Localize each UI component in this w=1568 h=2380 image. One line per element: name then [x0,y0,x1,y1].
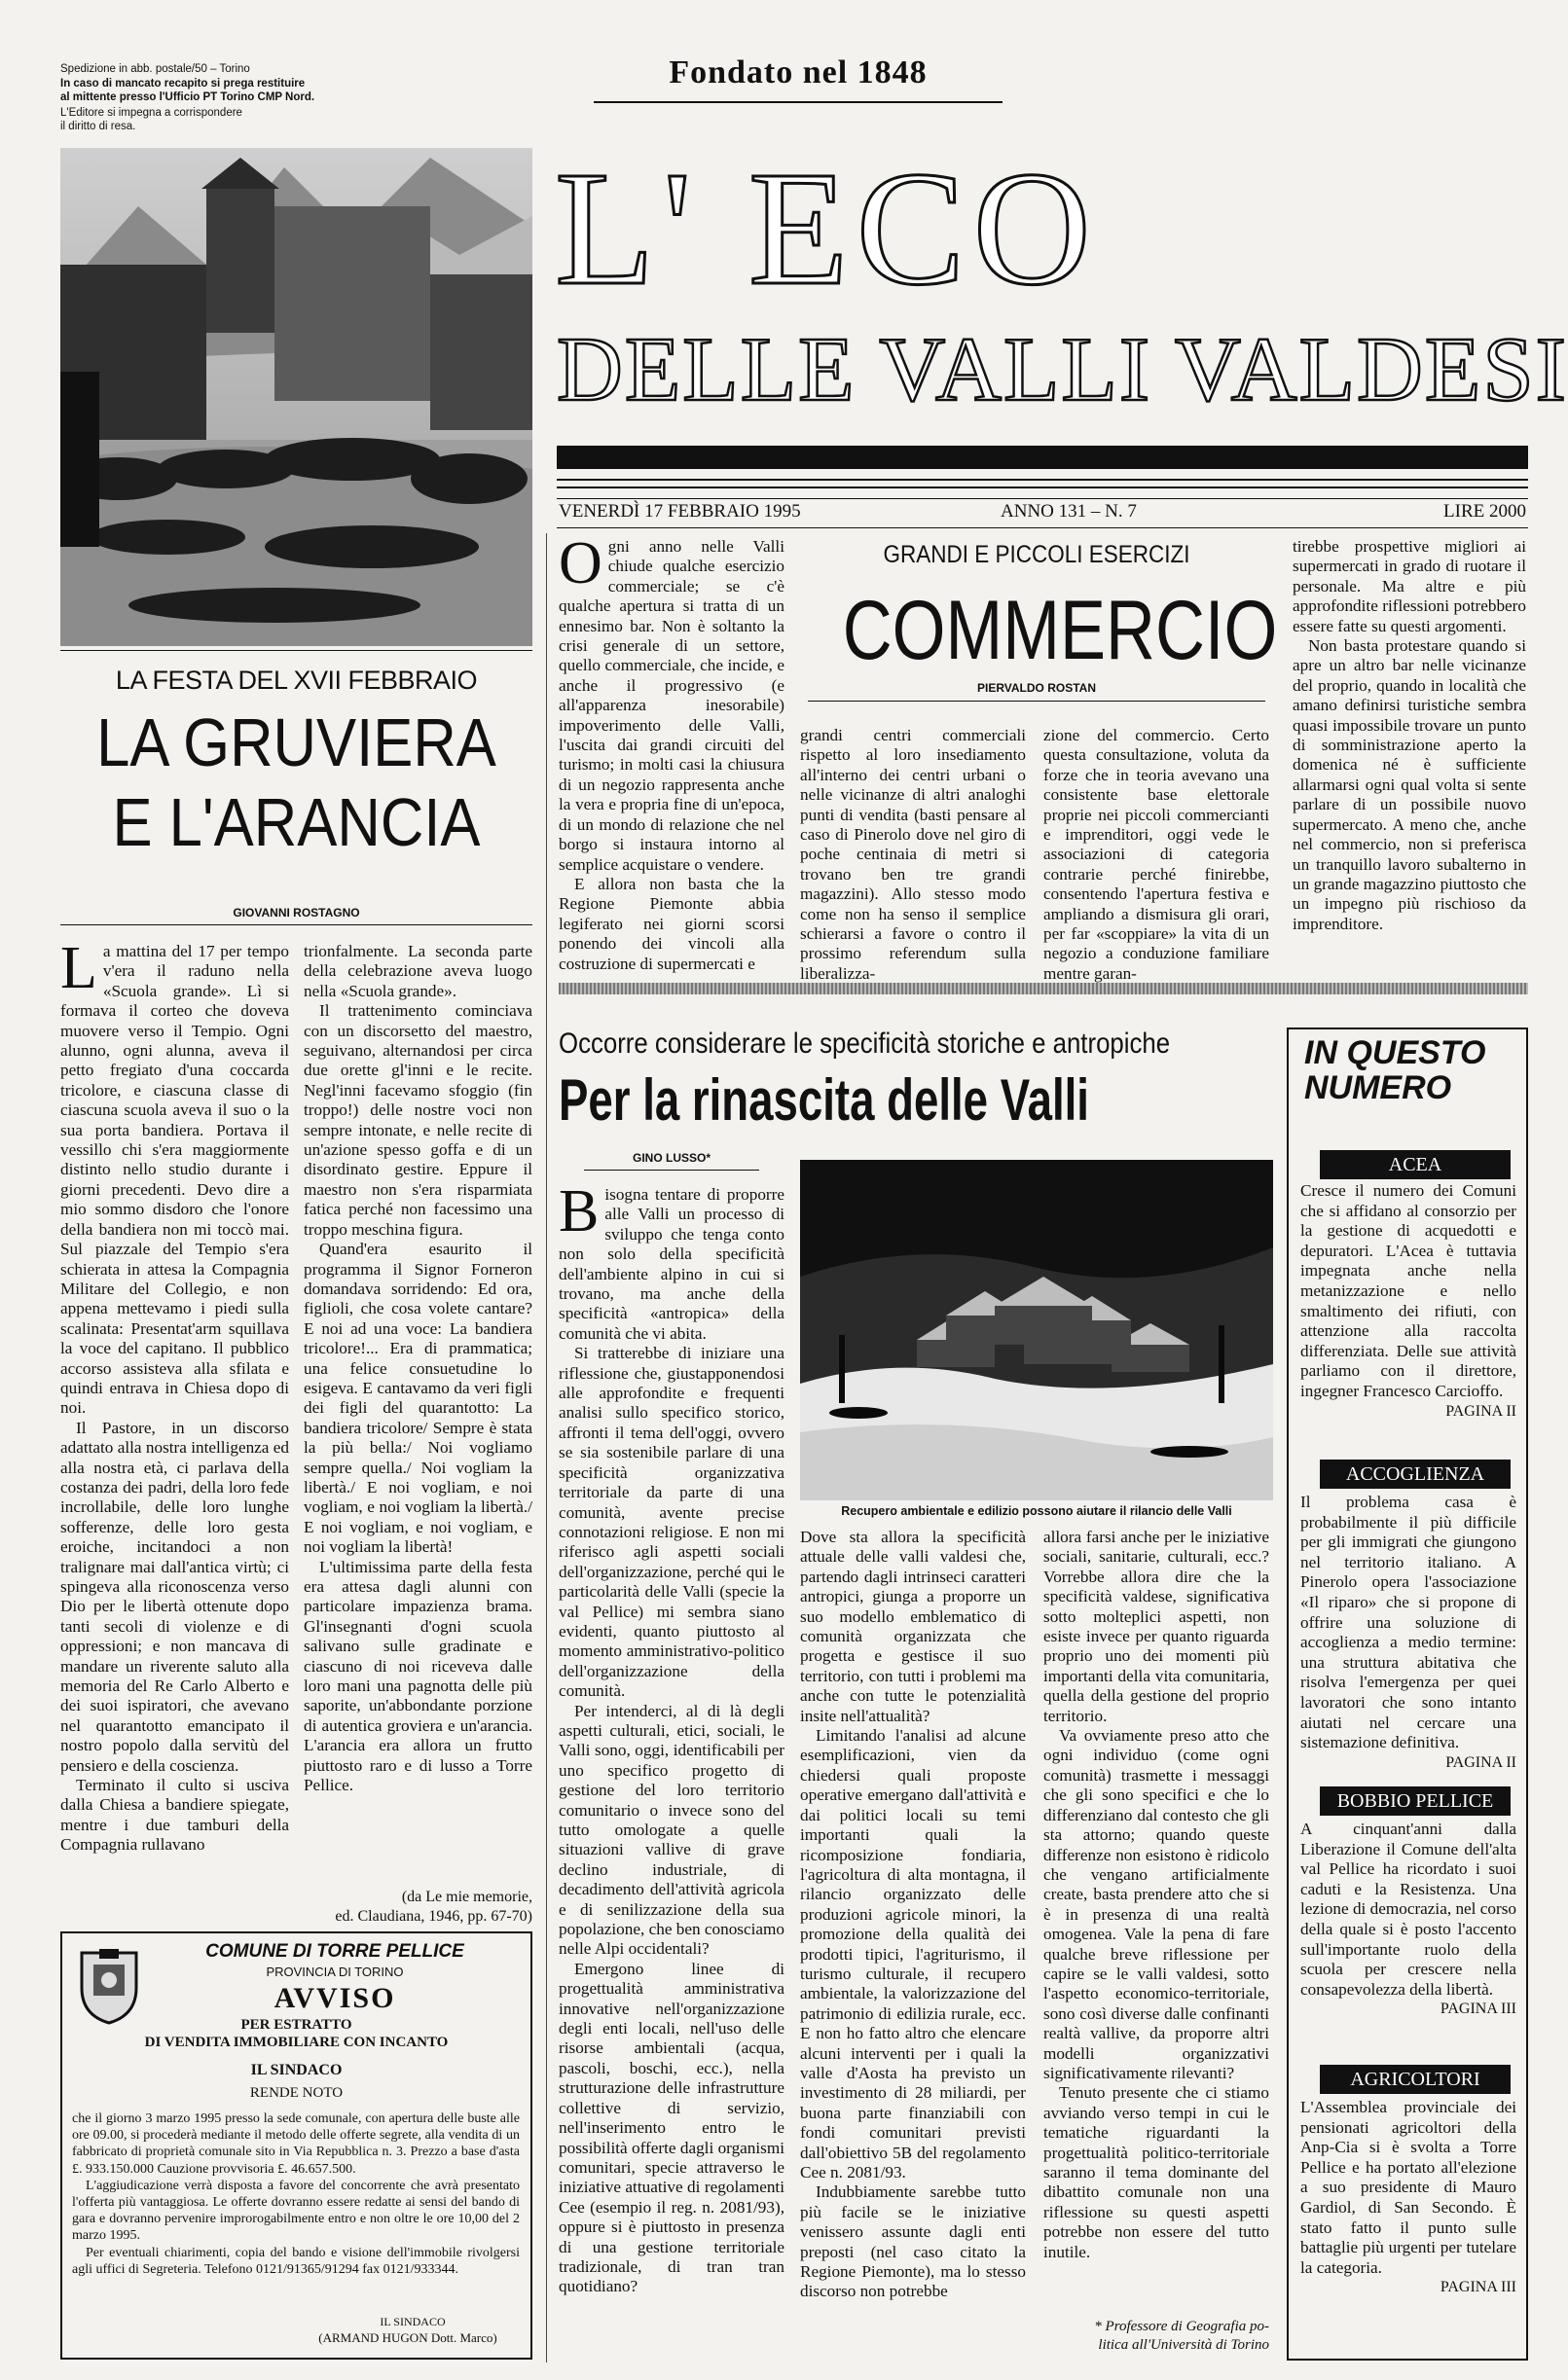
rinascita-paragraph: Tenuto presente che ci stiamo avviando verso tempi in cui le tematiche riguardanti la progettualità politico-territoriale saranno il tema dominante del dibattito comunale non una riflessione su questi aspetti potrebbe non essere del tutto inutile. [1043,2083,1269,2261]
commercio-title: COMMERCIO [842,584,1278,677]
avviso-provincia: PROVINCIA DI TORINO [266,1965,404,1979]
rinascita-paragraph: Indubbiamente sarebbe tutto più facile se le iniziative venissero assunte dagli enti preposti (nel caso citato la Regione Piemonte), ma lo stesso discorso non potrebbe [800,2182,1026,2301]
festa-source [304,1888,532,1927]
village-crowd-image [60,148,532,646]
festa-rule [60,924,532,925]
sidebar-header-agricoltori[interactable]: AGRICOLTORI [1320,2065,1511,2094]
rinascita-footnote [1043,2318,1269,2355]
sidebar-title [1304,1035,1518,1105]
dateline-issue: ANNO 131 – N. 7 [1001,501,1137,522]
postal-line: Spedizione in abb. postale/50 – Torino [60,63,250,75]
rinascita-paragraph: isogna tentare di proporre alle Valli un processo di sviluppo che tenga conto non solo della specificità dell'ambiente alpino in cui si trovano, ma anche della specificità «antropica» della comunità che vi abita. [559,1185,784,1343]
avviso-sub2: DI VENDITA IMMOBILIARE CON INCANTO [144,2035,449,2050]
commercio-paragraph: grandi centri commerciali rispetto al loro insediamento all'interno dei centri urbani o nelle vicinanze di altri analoghi punti di vendita (basti pensare al caso di Pinerolo dove nel giro di poche centinaia di metri si trovano ben tre grandi magazzini). Allo stesso modo come non ha senso il semplice schierarsi a favore o contro il prossimo referendum sulla liberalizza- [800,726,1026,983]
footnote-line: * Professore di Geografia po- [1094,2319,1269,2334]
rinascita-paragraph: Si tratterebbe di iniziare una riflessione che, giustapponendosi alle approfondite e frequenti analisi sullo specifico storico, affronti il tema dell'oggi, ovvero se sia sostenibile parlare di una specificità organizzativa territoriale da parte di una comunità, avente precise connotazioni religiose. E non mi riferisco agli aspetti sociali dell'organizzazione, perché qui le particolarità delle Valli (specie la val Pellice) mi sembra siano evidenti, quanto piuttosto al momento amministrativo-politico dell'organizzazione della comunità. [559,1344,784,1701]
festa-paragraph: Terminato il culto si usciva dalla Chiesa a bandiere spiegate, mentre i due tamburi della Compagnia rullavano [60,1776,289,1855]
avviso-sindaco: IL SINDACO [250,2062,343,2078]
sidebar-header-bobbio[interactable]: BOBBIO PELLICE [1320,1786,1511,1816]
festa-title-2: E L'ARANCIA [112,784,481,860]
dateline-rule [557,498,1528,499]
festa-paragraph: a mattina del 17 per tempo v'era il raduno nella «Scuola grande». Lì si formava il corteo che doveva muovere verso il Tempio. Ogni alunno, ogni alunna, aveva il petto fregiato d'una coccarda tricolore, e ciascuna classe di ciascuna scuola aveva il suo o la sua porta bandiera. Portava il vessillo chi s'era maggiormente distinto nello studio durante i giorni precedenti. Devo dire a mio sommo disdoro che l'onore della bandiera non mi toccò mai. Sul piazzale del Tempio s'era schierata in attesa la Compagnia Militare del Collegio, e non appena mettevamo i piedi sulla scalinata: Presentat'arm squillava la voce del capitano. Il pubblico accorso assisteva alla sfilata e quindi entrava in Chiesa dopo di noi. [60,942,289,1418]
rinascita-kicker: Occorre considerare le specificità storiche e antropiche [559,1028,1171,1060]
postal-line: L'Editore si impegna a corrispondere [60,106,242,119]
rinascita-paragraph: Dove sta allora la specificità attuale delle valli valdesi che, partendo dagli intrinseci caratteri antropici, giunga a proporre un suo modello emblematico di comunità organizzata che progetta e gestisce il suo territorio, con tutti i problemi ma anche con tutte le potenzialità insite nell'attualità? [800,1528,1026,1725]
commercio-paragraph: tirebbe prospettive migliori ai supermercati in grado di ruotare il personale. Ma altre e più approfondite riflessioni potrebbero essere fatte su questi argomenti. [1293,537,1526,635]
masthead-bar [557,446,1528,469]
page-ref[interactable]: PAGINA III [1440,2001,1516,2018]
page-ref[interactable]: PAGINA III [1440,2279,1516,2296]
avviso-comune: COMUNE DI TORRE PELLICE [205,1941,464,1962]
rinascita-rule [584,1170,759,1171]
sidebar-header-acea[interactable]: ACEA [1320,1150,1511,1179]
coat-of-arms-icon [76,1943,142,2025]
column-rule [546,533,547,2362]
avviso-p2: L'aggiudicazione verrà disposta a favore del concorrente che avrà presentato l'offerta più vantaggiosa. Le offerte dovranno essere redatte ai sensi del bando di gara e dovranno pervenire improrogabilmente entro e non oltre le ore 10,00 del 2 marzo 1995. [72,2178,520,2244]
rinascita-author: GINO LUSSO* [632,1151,711,1165]
rinascita-paragraph: allora farsi anche per le iniziative sociali, sanitarie, culturali, ecc.? Vorrebbe allora dire che la specificità valdese, significativa sotto molteplici aspetti, non esiste invece per quanto riguarda proprio uno dei momenti più importanti della vita comunitaria, quella della gestione del proprio territorio. [1043,1528,1269,1725]
drop-cap: L [60,935,97,1001]
festa-col-1 [60,935,289,1913]
sidebar-text: Il problema casa è probabilmente il più difficile per gli immigrati che giungono nel territorio italiano. A Pinerolo opera l'associazione «Il riparo» che si propone di offrire una soluzione di accoglienza a medio termine: una struttura abitativa che risolva l'emergenza per quei lavoratori che sono intanto aiutati nel cercare una sistemazione definitiva. [1300,1493,1516,1752]
commercio-col-2 [800,726,1026,983]
drop-cap: B [559,1178,600,1244]
festa-kicker: LA FESTA DEL XVII FEBBRAIO [115,666,478,695]
section-band [559,983,1528,994]
festa-paragraph: L'ultimissima parte della festa era attesa dagli alunni con particolare impazienza brama. Gl'insegnanti d'ogni scuola salivano sulle gradinate e ciascuno di noi riceveva dalle loro mani una pagnotta delle più saporite, un'abbondante porzione di autentica groviera e un'arancia. L'arancia era allora un frutto piuttosto raro e di lusso a Torre Pellice. [304,1557,532,1795]
drop-cap: O [559,530,602,596]
festa-title-1: LA GRUVIERA [96,704,496,780]
sidebar-text-bobbio [1300,1820,1516,2020]
founded-rule [594,101,1003,103]
avviso-rende: RENDE NOTO [249,2085,344,2101]
sidebar-text: A cinquant'anni dalla Liberazione il Comune dell'alta val Pellice ha ricordato i suoi caduti e la Resistenza. Una lezione di democrazia, nel corso della quale si è posto l'accento sull'importante ruolo della scuola per crescere nella consapevolezza della libertà. [1300,1820,1516,1999]
village-photo [800,1160,1273,1500]
postal-line: al mittente presso l'Ufficio PT Torino CMP Nord. [60,91,315,103]
page-ref[interactable]: PAGINA II [1445,1753,1516,1771]
masthead-title: L' ECO [555,138,1099,319]
sidebar-title-2: NUMERO [1304,1069,1452,1106]
avviso-sub1: PER ESTRATTO [240,2017,352,2033]
rinascita-col-3 [1043,1528,1269,2306]
commercio-kicker: GRANDI E PICCOLI ESERCIZI [883,541,1190,568]
postal-notice [60,62,469,134]
avviso-p1: che il giorno 3 marzo 1995 presso la sede comunale, con apertura delle buste alle ore 09.00, si procederà mediante il metodo delle offerte segrete, alla vendita di un fabbricato di proprietà comunale sito in Via Repubblica n. 3. Prezzo a base d'asta £. 933.150.000 Cauzione provvisoria £. 46.657.500. [72,2111,520,2177]
founded-line: Fondato nel 1848 [669,54,928,90]
commercio-col-4 [1293,537,1526,965]
commercio-author: PIERVALDO ROSTAN [976,681,1096,695]
avviso-sign-2: (ARMAND HUGON Dott. Marco) [318,2330,497,2345]
avviso-title: AVVISO [273,1982,396,2014]
sidebar-text-accoglienza [1300,1493,1516,1773]
rinascita-paragraph: Per intenderci, al di là degli aspetti culturali, etici, sociali, le Valli sono, oggi, identificabili per uno specifico progetto di gestione del loro territorio comunitario o invece sono del tutto omologate a quelle situazioni vallive di grave declino industriale, di decadimento dell'attività agricola e di senilizzazione della sua popolazione, che ben conosciamo nelle Alpi occidentali? [559,1701,784,1959]
commercio-paragraph: Non basta protestare quando si apre un altro bar nelle vicinanze del proprio, quando in località che amano definirsi turistiche sembra quasi impossibile trovare un punto di somministrazione aperto la domenica né è sufficiente allarmarsi ogni qual volta si sente parlare di un possibile nuovo supermercato. A meno che, anche nel commercio, non si preferisca un tranquillo lavoro subalterno in un grande magazzino piuttosto che un impegno più rischioso da imprenditore. [1293,636,1526,933]
masthead-rule [557,479,1528,481]
rinascita-paragraph: Emergono linee di progettualità amministrativa innovative nell'organizzazione degli enti locali, nell'uso delle risorse ambientali (acqua, pascoli, boschi, ecc.), nella strutturazione delle infrastrutture collettive di servizio, nell'inserimento entro le possibilità offerte dagli organismi comunitari, specie attraverso le iniziative attuative di regolamenti Cee (esempio il reg. n. 2081/93), oppure si è piuttosto in presenza di una gestione territoriale tradizionale, di tran tran quotidiano? [559,1959,784,2296]
rinascita-col-2 [800,1528,1026,2361]
festa-col-2 [304,942,532,1913]
sidebar-text-agricoltori [1300,2098,1516,2298]
sidebar-text: L'Assemblea provinciale dei pensionati agricoltori della Anp-Cia si è svolta a Torre Pellice e ha portato all'elezione a suo presidente di Mauro Gardiol, di San Secondo. È stato fatto il punto sulle battaglie più urgenti per tutelare la categoria. [1300,2098,1516,2277]
commercio-rule [808,701,1265,702]
sidebar-title-1: IN QUESTO [1304,1034,1486,1071]
sidebar-header-accoglienza[interactable]: ACCOGLIENZA [1320,1460,1511,1489]
commercio-paragraph: zione del commercio. Certo questa consultazione, voluta da forze che in teoria avevano una consistente base elettorale proprie nei piccoli commercianti e imprenditori, oggi vede le associazioni di categoria contrarie perché finirebbe, consentendo l'apertura festiva e ampliando a dismisura gli orari, per far «scoppiare» la vita di un negozio a conduzione familiare mentre garan- [1043,726,1269,983]
avviso-box [60,1931,532,2360]
festa-source-1: (da Le mie memorie, [401,1889,532,1905]
commercio-paragraph: E allora non basta che la Regione Piemonte abbia legiferato nei giorni scorsi ponendo dei vincoli alla costruzione di supermercati e [559,874,784,973]
dateline-date: VENERDÌ 17 FEBBRAIO 1995 [559,501,801,522]
festa-paragraph: Il trattenimento cominciava con un discorsetto del maestro, seguivano, alternandosi per circa due orette gl'inni e le recite. Negl'inni facevamo sfoggio (fin troppo!) delle nostre voci non sempre intonate, e nelle recite di un'azione spesso goffa e di un disordinato gestire. Eppure il maestro non s'era risparmiata fatica perché non facessimo una troppo meschina figura. [304,1001,532,1239]
avviso-body [72,2110,520,2278]
photo-caption: Recupero ambientale e edilizio possono aiutare il rilancio delle Valli [841,1504,1232,1518]
festa-author: GIOVANNI ROSTAGNO [233,906,360,920]
postal-line: il diritto di resa. [60,121,136,132]
commercio-col-1 [559,530,784,973]
commercio-paragraph: gni anno nelle Valli chiude qualche esercizio commerciale; se c'è qualche apertura si tratta di un ennesimo bar. Non è soltanto la crisi generale di un settore, quello commerciale, che incide, e anche il progressivo (e all'apparenza inesorabile) impoverimento delle Valli, l'uscita dai grandi circuiti del turismo; in molti casi la chiusura di un negozio rappresenta anche la vera e propria fine di un'epoca, di un mondo di relazione che nel borgo si instaura intorno al semplice acquistare o vendere. [559,537,784,874]
snow-village-image [800,1160,1273,1500]
masthead-subtitle: DELLE VALLI VALDESI [557,319,1568,420]
commercio-col-3 [1043,726,1269,983]
dateline-rule [557,527,1528,528]
sidebar-text: Cresce il numero dei Comuni che si affidano al consorzio per la gestione di acquedotti e depuratori. L'Acea è tuttavia impegnata anche nella metanizzazione e nello smaltimento dei rifiuti, con attenzione alla raccolta differenziata. Delle sue attività parliamo con il direttore, ingegner Francesco Carcioffo. [1300,1181,1516,1400]
rinascita-title: Per la rinascita delle Valli [559,1067,1089,1133]
rinascita-paragraph: Limitando l'analisi ad alcune esemplificazioni, vien da chiedersi quali proposte operative emergano dall'attività e dai politici locali su temi importanti quali la ricomposizione fondiaria, l'agricoltura di alta montagna, il rilancio organizzato delle produzioni agricole minori, la promozione della qualità dei prodotti tipici, l'agriturismo, il turismo culturale, il recupero ambientale, la valorizzazione del patrimonio di edilizia rurale, ecc. E non ho fatto altro che elencare alcuni interventi per i quali la valle d'Aosta ha previsto un investimento di 28 miliardi, per buona parte finanziabili con fondi comunitari previsti dall'obiettivo 5B del regolamento Cee n. 2081/93. [800,1726,1026,2182]
page-ref[interactable]: PAGINA II [1445,1402,1516,1420]
festa-paragraph: Il Pastore, in un discorso adattato alla nostra intelligenza ed alla nostra età, ci parlava della costanza dei padri, della loro fede incrollabile, delle loro lunghe sofferenze, delle loro gesta eroiche, incitandoci a non tralignare mai dall'antica virtù; ci spingeva alla riconoscenza verso Dio per le libertà ottenute dopo tanti secoli di violenze e di oppressioni; e non mancava di mandare un riverente saluto alla memoria del Re Carlo Alberto e dei suoi ispiratori, che avevano nel quarantotto emancipato il nostro popolo dalla servitù del pensiero e della coscienza. [60,1418,289,1775]
festa-paragraph: trionfalmente. La seconda parte della celebrazione aveva luogo nella «Scuola grande». [304,942,532,1000]
avviso-p3: Per eventuali chiarimenti, copia del bando e visione dell'immobile rivolgersi agli uffici di Segreteria. Telefono 0121/91365/91294 fax 0121/933344. [72,2245,520,2277]
rinascita-paragraph: Va ovviamente preso atto che ogni individuo (come ogni comunità) trasmette i messaggi che gli sono specifici e che lo differenziano dal contesto che gli sta attorno; quando queste differenze non esistono è ridicolo che vengano artificialmente create, basta prendere atto che si è in presenza di una realtà omogenea. Vale la pena di fare qualche breve riflessione per capire se le valli valdesi, sotto l'aspetto economico-territoriale, sono così diverse dalle confinanti realtà vallive, da proporre altri modelli organizzativi significativamente rilevanti? [1043,1726,1269,2082]
postal-line: In caso di mancato recapito si prega restituire [60,77,306,90]
festa-photo [60,148,532,646]
festa-source-2: ed. Claudiana, 1946, pp. 67-70) [335,1908,532,1925]
festa-rule [60,650,532,651]
avviso-sign-1: IL SINDACO [380,2315,446,2328]
sidebar-text-acea [1300,1181,1516,1422]
rinascita-col-1 [559,1178,784,2361]
masthead-rule [557,487,1528,488]
footnote-line: litica all'Università di Torino [1098,2337,1269,2353]
dateline-price: LIRE 2000 [1443,501,1526,522]
festa-paragraph: Quand'era esaurito il programma il Signor Forneron domandava sorridendo: Ed ora, figlioli, che cosa volete cantare? E noi ad una voce: La bandiera tricolore!... Era di prammatica; una felice consuetudine lo esigeva. E cantavamo da veri figli dei figli del quarantotto: La bandiera tricolore/ Sempre è stata la più bella:/ Noi vogliamo sempre quella./ Noi vogliam la libertà./ E noi vogliam, e noi vogliam, e noi vogliam la libertà./ E noi vogliam, e noi vogliam, e noi vogliam la libertà! [304,1240,532,1557]
